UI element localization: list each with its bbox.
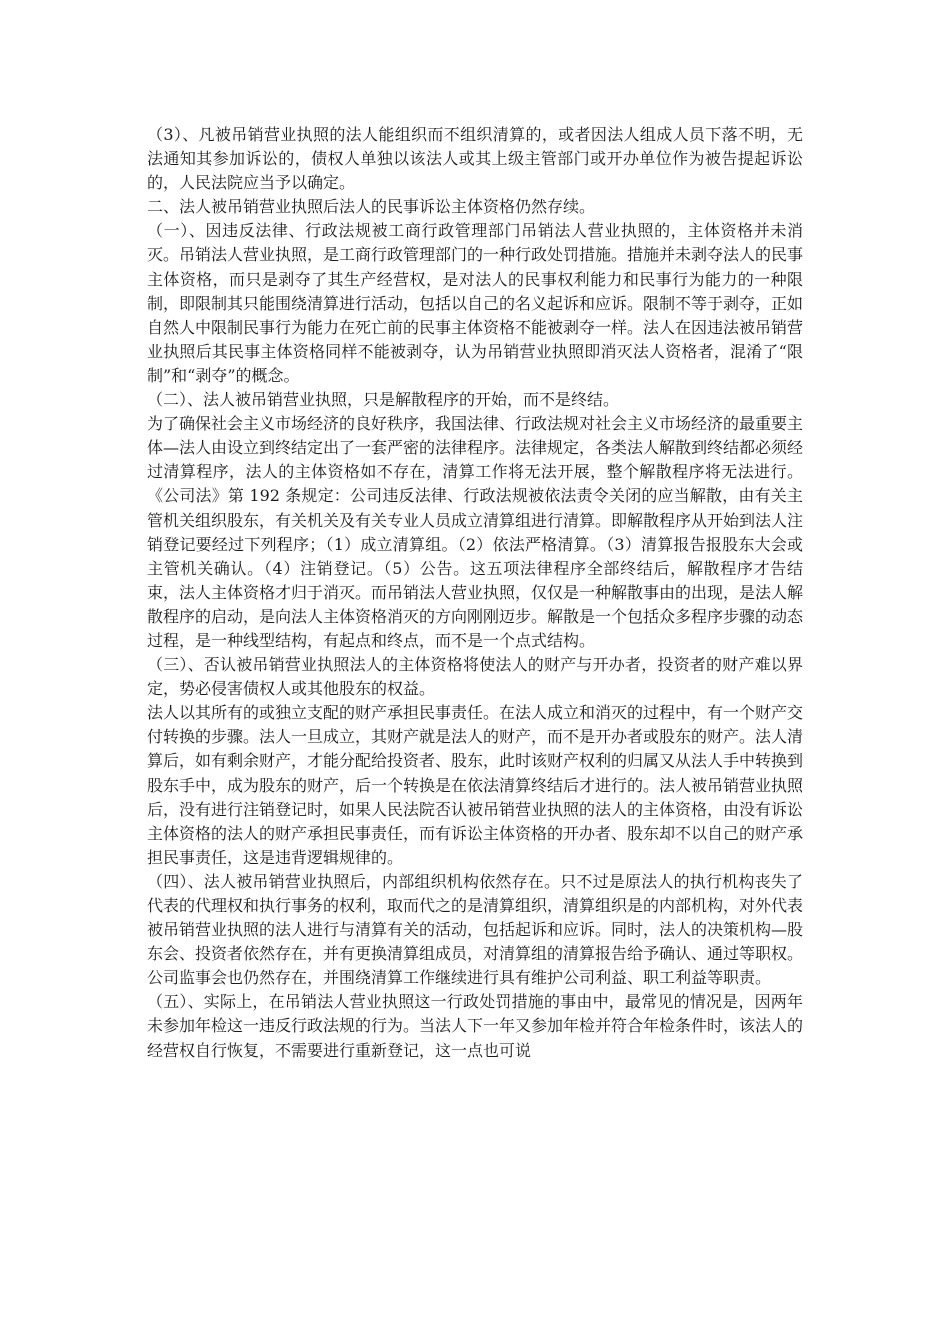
- subsection-heading-three: （三）、否认被吊销营业执照法人的主体资格将使法人的财产与开办者，投资者的财产难以界定，势必侵害债权人或其他股东的权益。: [147, 655, 803, 699]
- paragraph-subsection-five: （五）、实际上，在吊销法人营业执照这一行政处罚措施的事由中，最常见的情况是，因两年未参加年检这一违反行政法规的行为。当法人下一年又参加年检并符合年检条件时，该法人的经营权自行恢复，不需要进行重新登记，这一点也可说: [147, 992, 804, 1060]
- paragraph-dissolution-procedure: 为了确保社会主义市场经济的良好秩序，我国法律、行政法规对社会主义市场经济的最重要主体—法人由设立到终结定出了一套严密的法律程序。法律规定，各类法人解散到终结都必须经过清算程序，法人的主体资格如不存在，清算工作将无法开展，整个解散程序将无法进行。《公司法》第 192 条规定：公司违反法律、行政法规被依法责令关闭的应当解散，由有关主管机关组织股东，有关机关及有关专业人员成立清算组进行清算。即解散程序从开始到法人注销登记要经过下列程序；（1）成立清算组。（2）依法严格清算。（3）清算报告报股东大会或主管机关确认。（4）注销登记。（5）公告。这五项法律程序全部终结后，解散程序才告结束，法人主体资格才归于消灭。而吊销法人营业执照，仅仅是一种解散事由的出现，是法人解散程序的启动，是向法人主体资格消灭的方向刚刚迈步。解散是一个包括众多程序步骤的动态过程，是一种线型结构，有起点和终点，而不是一个点式结构。: [147, 414, 804, 650]
- paragraph-subsection-four: （四）、法人被吊销营业执照后，内部组织机构依然存在。只不过是原法人的执行机构丧失了代表的代理权和执行事务的权利，取而代之的是清算组织，清算组织是的内部机构，对外代表被吊销营业执照的法人进行与清算有关的活动，包括起诉和应诉。同时，法人的决策机构—股东会、投资者依然存在，并有更换清算组成员，对清算组的清算报告给予确认、通过等职权。公司监事会也仍然存在，并围绕清算工作继续进行具有维护公司利益、职工利益等职责。: [147, 871, 804, 988]
- document-body: [147, 123, 803, 1063]
- paragraph-property-liability: 法人以其所有的或独立支配的财产承担民事责任。在法人成立和消灭的过程中，有一个财产交付转换的步骤。法人一旦成立，其财产就是法人的财产，而不是开办者或股东的财产。法人清算后，如有剩余财产，才能分配给投资者、股东，此时该财产权利的归属又从法人手中转换到股东手中，成为股东的财产，后一个转换是在依法清算终结后才进行的。法人被吊销营业执照后，没有进行注销登记时，如果人民法院否认被吊销营业执照的法人的主体资格，由没有诉讼主体资格的法人的财产承担民事责任，而有诉讼主体资格的开办者、股东却不以自己的财产承担民事责任，这是违背逻辑规律的。: [147, 703, 804, 867]
- section-heading-two: 二、法人被吊销营业执照后法人的民事诉讼主体资格仍然存续。: [147, 197, 596, 217]
- subsection-heading-two: （二）、法人被吊销营业执照，只是解散程序的开始，而不是终结。: [147, 390, 620, 410]
- paragraph-item-3-revoked-license-litigation: （3）、凡被吊销营业执照的法人能组织而不组织清算的，或者因法人组成人员下落不明，无法通知其参加诉讼的，债权人单独以该法人或其上级主管部门或开办单位作为被告提起诉讼的，人民法院应当予以确定。: [147, 125, 803, 193]
- paragraph-subsection-one: （一）、因违反法律、行政法规被工商行政管理部门吊销法人营业执照的，主体资格并未消灭。吊销法人营业执照，是工商行政管理部门的一种行政处罚措施。措施并未剥夺法人的民事主体资格，而只是剥夺了其生产经营权，是对法人的民事权利能力和民事行为能力的一种限制，即限制其只能围绕清算进行活动，包括以自己的名义起诉和应诉。限制不等于剥夺，正如自然人中限制民事行为能力在死亡前的民事主体资格不能被剥夺一样。法人在因违法被吊销营业执照后其民事主体资格同样不能被剥夺，认为吊销营业执照即消灭法人资格者，混淆了“限制”和“剥夺”的概念。: [147, 221, 804, 385]
